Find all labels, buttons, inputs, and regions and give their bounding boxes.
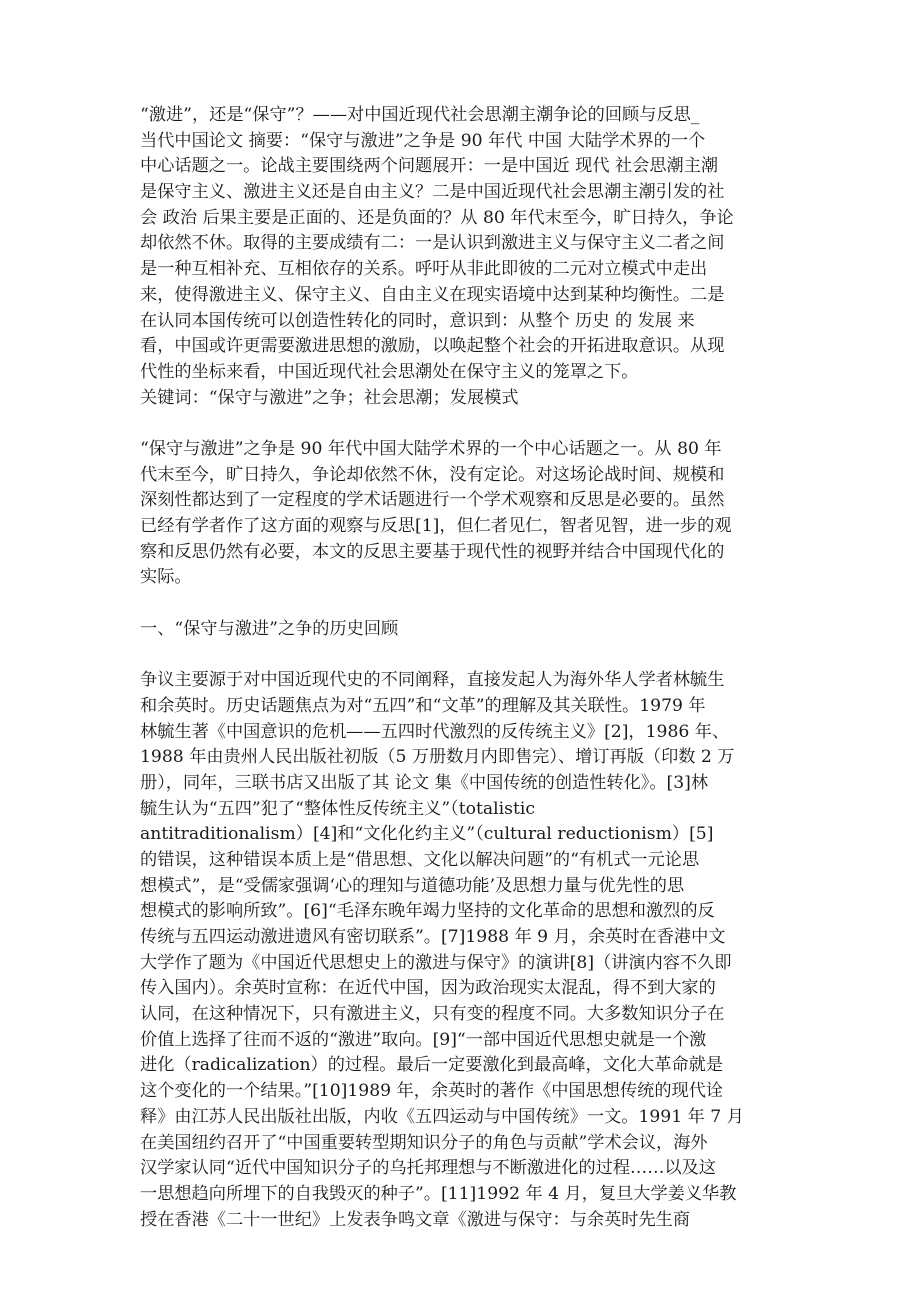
intro-line: 实际。 [140,567,192,588]
abstract-block [140,103,786,411]
body-line: 想模式”，是“受儒家强调‘心的理知与道德功能’及思想力量与优先性的思 [140,875,685,896]
abstract-line: 代性的坐标来看，中国近现代社会思潮处在保守主义的笼罩之下。 [140,361,639,382]
abstract-line: 却依然不休。取得的主要成绩有二：一是认识到激进主义与保守主义二者之间 [140,233,725,254]
body-line: 释》由江苏人民出版社出版，内收《五四运动与中国传统》一文。1991 年 7 月 [140,1106,744,1127]
abstract-line: 当代中国论文 摘要：“保守与激进”之争是 90 年代 中国 大陆学术界的一个 [140,130,706,151]
body-line: 册），同年，三联书店又出版了其 论文 集《中国传统的创造性转化》。[3]林 [140,772,709,793]
body-line: 认同，在这种情况下，只有激进主义，只有变的程度不同。大多数知识分子在 [140,1004,725,1025]
paragraph-gap [140,411,786,437]
body-line: 和余英时。历史话题焦点为对“五四”和“文革”的理解及其关联性。1979 年 [140,695,706,716]
body-line: 1988 年由贵州人民出版社初版（5 万册数月内即售完）、增订再版（印数 2 万 [140,747,735,768]
body-line: 在美国纽约召开了“中国重要转型期知识分子的角色与贡献”学术会议，海外 [140,1132,708,1153]
body-line: 的错误，这种错误本质上是“借思想、文化以解决问题”的“有机式一元论思 [140,849,700,870]
abstract-line: 是一种互相补充、互相依存的关系。呼吁从非此即彼的二元对立模式中走出 [140,259,708,280]
body-line: 价值上选择了往而不返的“激进”取向。[9]“一部中国近代思想史就是一个激 [140,1029,707,1050]
body-line: 传统与五四运动激进遗风有密切联系”。[7]1988 年 9 月，余英时在香港中文 [140,927,726,947]
abstract-line: 在认同本国传统可以创造性转化的同时，意识到：从整个 历史 的 发展 来 [140,310,695,331]
abstract-line: 来，使得激进主义、保守主义、自由主义在现实语境中达到某种均衡性。二是 [140,284,725,305]
body-line: antitraditionalism）[4]和“文化化约主义”（cultural reductionism）[5] [140,824,714,845]
intro-line: 深刻性都达到了一定程度的学术话题进行一个学术观察和反思是必要的。虽然 [140,490,725,511]
intro-line: “保守与激进”之争是 90 年代中国大陆学术界的一个中心话题之一。从 80 年 [140,438,722,459]
abstract-line: 是保守主义、激进主义还是自由主义？二是中国近现代社会思潮主潮引发的社 [140,182,725,203]
body-line: 林毓生著《中国意识的危机——五四时代激烈的反传统主义》[2]，1986 年、 [140,721,730,742]
body-line: 毓生认为“五四”犯了“整体性反传统主义”（totalistic [140,798,535,819]
abstract-line: 看，中国或许更需要激进思想的激励，以唤起整个社会的开拓进取意识。从现 [140,336,725,357]
abstract-line: 中心话题之一。论战主要围绕两个问题展开：一是中国近 现代 社会思潮主潮 [140,156,719,177]
document-page [140,103,786,1233]
keywords-line: 关键词：“保守与激进”之争；社会思潮；发展模式 [140,387,519,408]
paragraph-gap [140,642,786,668]
body-line: 一思想趋向所埋下的自我毁灭的种子”。[11]1992 年 4 月，复旦大学姜义华教 [140,1183,737,1204]
body-line: 传入国内）。余英时宣称：在近代中国，因为政治现实太混乱，得不到大家的 [140,978,716,999]
body-line: 想模式的影响所致”。[6]“毛泽东晚年竭力坚持的文化革命的思想和激烈的反 [140,901,715,922]
section-paragraph [140,668,786,1233]
body-line: 授在香港《二十一世纪》上发表争鸣文章《激进与保守：与余英时先生商 [140,1209,691,1230]
body-line: 进化（radicalization）的过程。最后一定要激化到最高峰，文化大革命就是 [140,1055,724,1076]
body-line: 汉学家认同“近代中国知识分子的乌托邦理想与不断激进化的过程……以及这 [140,1158,716,1179]
section-heading: 一、“保守与激进”之争的历史回顾 [140,618,399,639]
abstract-line: 会 政治 后果主要是正面的、还是负面的？从 80 年代末至今，旷日持久，争论 [140,207,734,228]
abstract-line: “激进”，还是“保守”？——对中国近现代社会思潮主潮争论的回顾与反思_ [140,105,700,125]
body-line: 大学作了题为《中国近代思想史上的激进与保守》的演讲[8]（讲演内容不久即 [140,952,732,973]
intro-line: 代末至今，旷日持久，争论却依然不休，没有定论。对这场论战时间、规模和 [140,464,725,485]
intro-line: 已经有学者作了这方面的观察与反思[1]，但仁者见仁，智者见智，进一步的观 [140,516,732,536]
intro-paragraph [140,437,786,591]
body-line: 这个变化的一个结果。”[10]1989 年，余英时的著作《中国思想传统的现代诠 [140,1081,724,1102]
intro-line: 察和反思仍然有必要，本文的反思主要基于现代性的视野并结合中国现代化的 [140,541,725,562]
paragraph-gap [140,591,786,617]
body-line: 争议主要源于对中国近现代史的不同阐释，直接发起人为海外华人学者林毓生 [140,670,725,691]
